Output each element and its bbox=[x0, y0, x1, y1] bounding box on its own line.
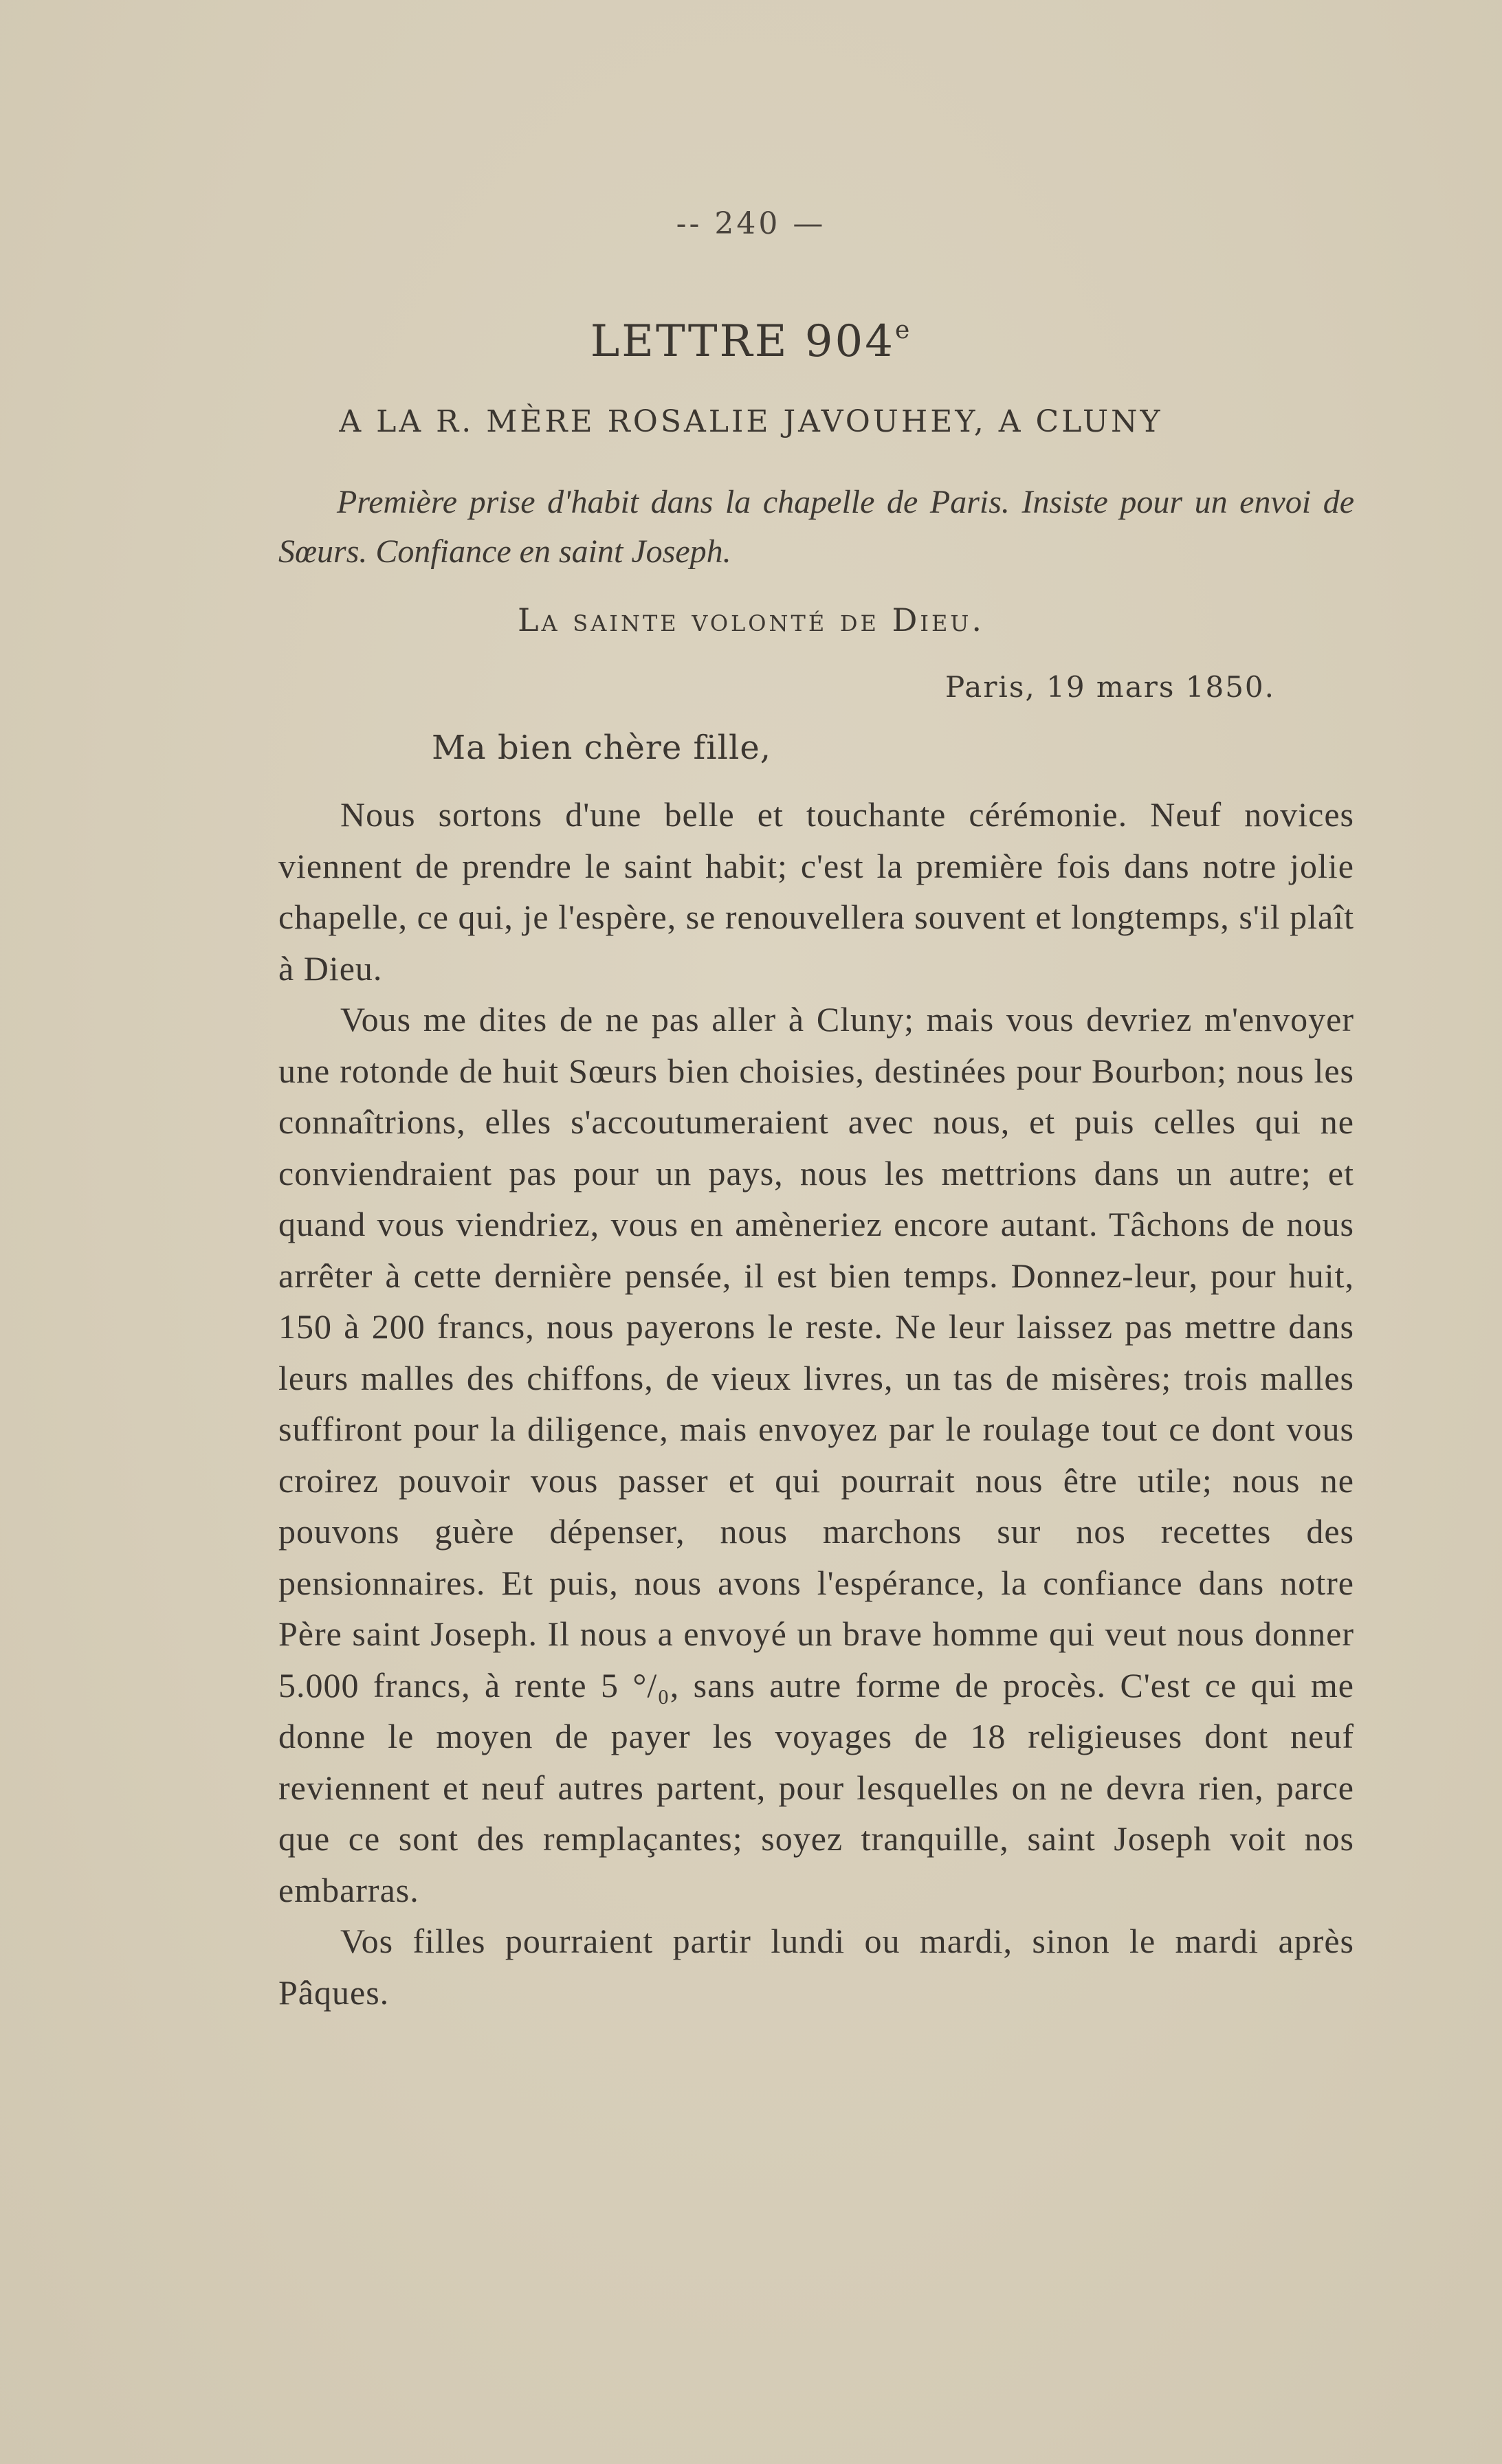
letter-dateline: Paris, 19 mars 1850. bbox=[945, 670, 1275, 704]
page-number: -- 240 — bbox=[676, 206, 826, 241]
letter-body bbox=[278, 789, 1354, 2018]
body-paragraph: Vous me dites de ne pas aller à Cluny; mais vous devriez m'envoyer une rotonde de huit Sœurs bien choisies, destinées pour Bourbon; nous les connaîtrions, elles s'accoutumeraient avec nous, et puis celles qui ne conviendraient pas pour un pays, nous les mettrions dans un autre; et quand vous viendriez, vous en amèneriez encore autant. Tâchons de nous arrêter à cette dernière pensée, il est bien temps. Donnez-leur, pour huit, 150 à 200 francs, nous payerons le reste. Ne leur laissez pas mettre dans leurs malles des chiffons, de vieux livres, un tas de misères; trois malles suffiront pour la diligence, mais envoyez par le roulage tout ce dont vous croirez pouvoir vous passer et qui pourrait nous être utile; nous ne pouvons guère dépenser, nous marchons sur nos recettes des pensionnaires. Et puis, nous avons l'espérance, la confiance dans notre Père saint Joseph. Il nous a envoyé un brave homme qui veut nous donner 5.000 francs, à rente 5 °/₀, sans autre forme de procès. C'est ce qui me donne le moyen de payer les voyages de 18 religieuses dont neuf reviennent et neuf autres partent, pour lesquelles on ne devra rien, parce que ce sont des remplaçantes; soyez tranquille, saint Joseph voit nos embarras. bbox=[278, 1000, 1354, 1909]
letter-summary: Première prise d'habit dans la chapelle de Paris. Insiste pour un envoi de Sœurs. Confiance en saint Joseph. bbox=[278, 484, 1354, 570]
letter-recipient: A LA R. MÈRE ROSALIE JAVOUHEY, A CLUNY bbox=[339, 404, 1163, 439]
letter-title bbox=[0, 316, 1502, 367]
letter-title-ordinal: e bbox=[894, 316, 912, 344]
letter-motto: La sainte volonté de Dieu. bbox=[518, 601, 984, 639]
body-paragraph: Vos filles pourraient partir lundi ou mardi, sinon le mardi après Pâques. bbox=[278, 1922, 1354, 2012]
body-paragraph: Nous sortons d'une belle et touchante cérémonie. Neuf novices viennent de prendre le saint habit; c'est la première fois dans notre jolie chapelle, ce qui, je l'espère, se renouvellera souvent et longtemps, s'il plaît à Dieu. bbox=[278, 795, 1354, 988]
letter-salutation: Ma bien chère fille, bbox=[432, 729, 771, 767]
letter-title-main: LETTRE 904 bbox=[590, 316, 895, 367]
